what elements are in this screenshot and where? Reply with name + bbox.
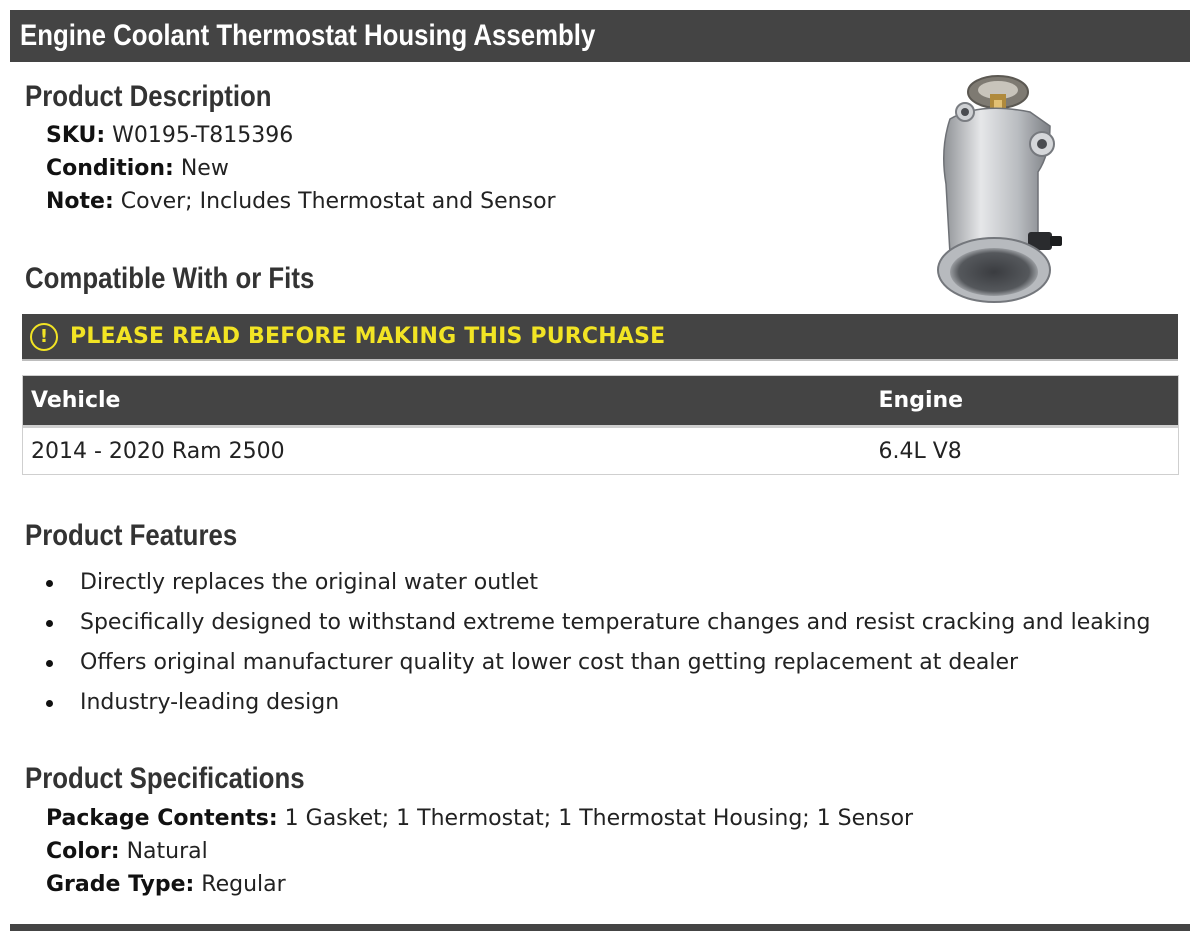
bottom-divider xyxy=(10,924,1190,931)
list-item xyxy=(46,683,1186,723)
condition-label: Condition: xyxy=(46,156,174,181)
note-line xyxy=(46,185,556,218)
feature-text: Industry-leading design xyxy=(80,690,340,715)
color-value: Natural xyxy=(126,839,208,864)
grade-type-label: Grade Type: xyxy=(46,872,195,897)
color-line xyxy=(46,835,913,868)
feature-text: Specifically designed to withstand extreme temperature changes and resist cracking and leaking xyxy=(80,610,1151,635)
title-bar xyxy=(10,10,1190,62)
condition-line xyxy=(46,152,556,185)
sku-line xyxy=(46,119,556,152)
page-title: Engine Coolant Thermostat Housing Assembly xyxy=(20,19,596,52)
sku-value: W0195-T815396 xyxy=(112,123,294,148)
bullet-icon xyxy=(46,700,53,707)
condition-value: New xyxy=(180,156,229,181)
sku-label: SKU: xyxy=(46,123,106,148)
vehicle-cell: 2014 - 2020 Ram 2500 xyxy=(23,427,871,475)
purchase-warning-banner xyxy=(22,314,1178,361)
bullet-icon xyxy=(46,620,53,627)
note-label: Note: xyxy=(46,189,114,214)
product-specifications-heading: Product Specifications xyxy=(25,762,305,795)
table-header-row xyxy=(23,376,1179,427)
grade-type-value: Regular xyxy=(201,872,286,897)
engine-cell: 6.4L V8 xyxy=(871,427,1179,475)
exclamation-circle-icon: ! xyxy=(30,323,58,351)
package-contents-line xyxy=(46,802,913,835)
package-contents-value: 1 Gasket; 1 Thermostat; 1 Thermostat Housing; 1 Sensor xyxy=(284,806,914,831)
features-list xyxy=(46,563,1186,723)
feature-text: Directly replaces the original water outlet xyxy=(80,570,539,595)
product-description-heading: Product Description xyxy=(25,80,272,113)
product-specifications-list xyxy=(46,802,913,901)
warning-text: PLEASE READ BEFORE MAKING THIS PURCHASE xyxy=(70,324,666,349)
product-image xyxy=(910,64,1080,304)
bullet-icon xyxy=(46,580,53,587)
table-row xyxy=(23,427,1179,475)
fitment-table xyxy=(22,375,1179,475)
list-item xyxy=(46,603,1186,643)
note-value: Cover; Includes Thermostat and Sensor xyxy=(120,189,556,214)
list-item xyxy=(46,563,1186,603)
list-item xyxy=(46,643,1186,683)
color-label: Color: xyxy=(46,839,120,864)
package-contents-label: Package Contents: xyxy=(46,806,278,831)
column-header-engine: Engine xyxy=(871,376,1179,427)
column-header-vehicle: Vehicle xyxy=(23,376,871,427)
product-features-heading: Product Features xyxy=(25,519,238,552)
feature-text: Offers original manufacturer quality at lower cost than getting replacement at dealer xyxy=(80,650,1019,675)
grade-type-line xyxy=(46,868,913,901)
product-description-list xyxy=(46,119,556,218)
compatible-heading: Compatible With or Fits xyxy=(25,262,315,295)
bullet-icon xyxy=(46,660,53,667)
